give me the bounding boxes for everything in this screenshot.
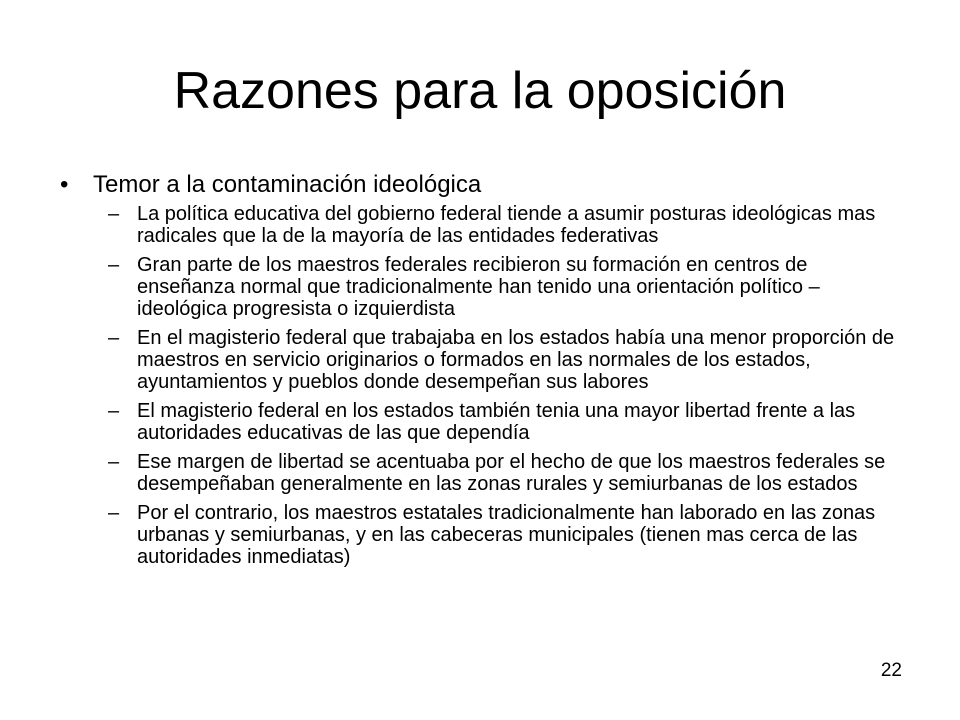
sub-bullet <box>60 254 905 320</box>
dash-mark: – <box>108 451 120 473</box>
sub-bullet-text: En el magisterio federal que trabajaba en los estados había una menor proporción de maestros en servicio originarios o formados en las normales de los estados, ayuntamientos y pueblos donde desempeñan sus labores <box>137 327 895 393</box>
dash-mark: – <box>108 203 120 225</box>
main-bullet <box>60 170 905 200</box>
dash-mark: – <box>108 502 120 524</box>
dash-mark: – <box>108 400 120 422</box>
sub-bullet <box>60 502 905 568</box>
sub-bullet <box>60 451 905 495</box>
sub-bullet-text: Gran parte de los maestros federales recibieron su formación en centros de enseñanza normal que tradicionalmente han tenido una orientación político – ideológica progresista o izquierdista <box>137 254 820 320</box>
slide-title: Razones para la oposición <box>173 62 787 120</box>
sub-bullet <box>60 203 905 247</box>
bullet-mark: • <box>60 171 69 198</box>
page-number: 22 <box>880 660 902 681</box>
sub-bullet-text: Ese margen de libertad se acentuaba por el hecho de que los maestros federales se desempeñaban generalmente en las zonas rurales y semiurbanas de los estados <box>137 451 886 495</box>
sub-bullet-text: El magisterio federal en los estados también tenia una mayor libertad frente a las autoridades educativas de las que dependía <box>137 400 856 444</box>
dash-mark: – <box>108 254 120 276</box>
sub-bullet <box>60 400 905 444</box>
slide-content <box>60 170 905 575</box>
sub-bullet-text: La política educativa del gobierno federal tiende a asumir posturas ideológicas mas radicales que la de la mayoría de las entidades federativas <box>137 203 876 247</box>
sub-bullet-list <box>60 203 905 568</box>
main-bullet-text: Temor a la contaminación ideológica <box>93 171 482 198</box>
dash-mark: – <box>108 327 120 349</box>
sub-bullet-text: Por el contrario, los maestros estatales tradicionalmente han laborado en las zonas urbanas y semiurbanas, y en las cabeceras municipales (tienen mas cerca de las autoridades inmediatas) <box>137 502 876 568</box>
sub-bullet <box>60 327 905 393</box>
